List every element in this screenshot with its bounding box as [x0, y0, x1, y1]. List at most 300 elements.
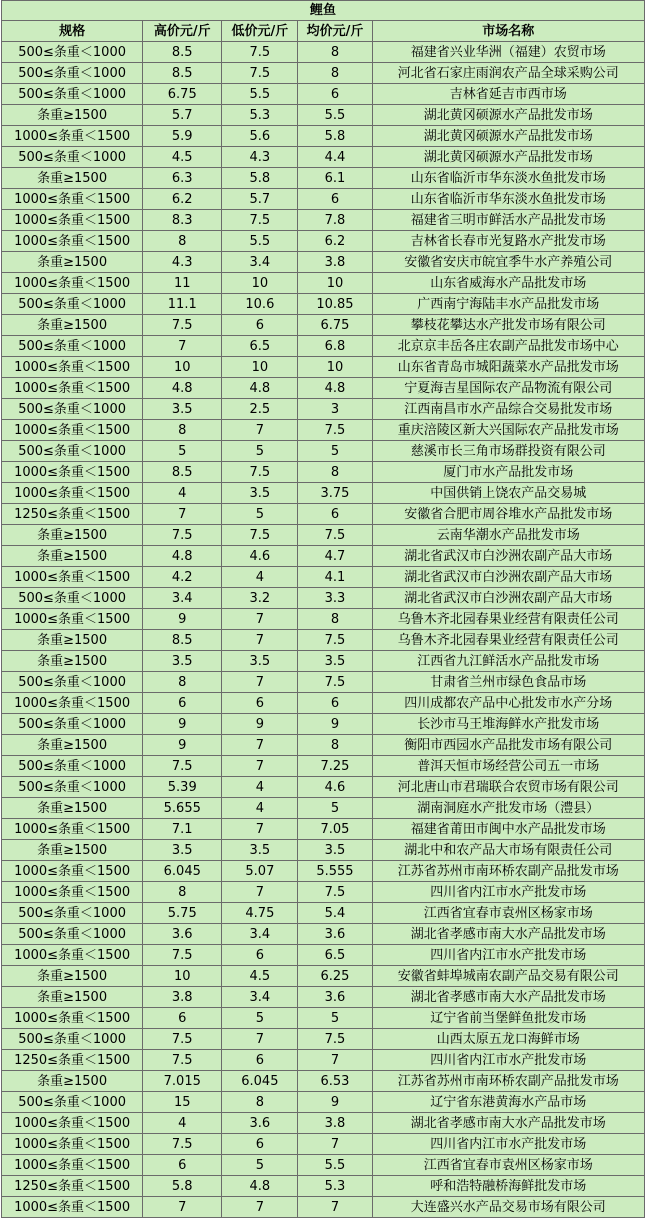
- high-price-cell: 7.5: [143, 1134, 222, 1155]
- table-row: [2, 546, 645, 567]
- spec-cell: 1000≤条重＜1500: [2, 462, 143, 483]
- low-price-cell: 3.5: [222, 840, 298, 861]
- spec-cell: 500≤条重＜1000: [2, 777, 143, 798]
- spec-cell: 1000≤条重＜1500: [2, 861, 143, 882]
- spec-cell: 条重≥1500: [2, 252, 143, 273]
- market-name-cell: 湖北黄冈硕源水产品批发市场: [372, 105, 644, 126]
- spec-cell: 500≤条重＜1000: [2, 924, 143, 945]
- avg-price-cell: 5.5: [298, 105, 372, 126]
- low-price-cell: 7: [222, 420, 298, 441]
- low-price-cell: 7: [222, 630, 298, 651]
- avg-price-cell: 5: [298, 798, 372, 819]
- low-price-cell: 7.5: [222, 63, 298, 84]
- market-name-cell: 河北省石家庄雨润农产品全球采购公司: [372, 63, 644, 84]
- spec-cell: 1000≤条重＜1500: [2, 882, 143, 903]
- market-name-cell: 湖北省孝感市南大水产品批发市场: [372, 1113, 644, 1134]
- avg-price-cell: 6: [298, 84, 372, 105]
- spec-cell: 1000≤条重＜1500: [2, 420, 143, 441]
- avg-price-cell: 5: [298, 441, 372, 462]
- header-market-name: 市场名称: [372, 21, 644, 42]
- low-price-cell: 7: [222, 735, 298, 756]
- table-row: [2, 504, 645, 525]
- spec-cell: 500≤条重＜1000: [2, 63, 143, 84]
- spec-cell: 条重≥1500: [2, 987, 143, 1008]
- table-row: [2, 441, 645, 462]
- spec-cell: 500≤条重＜1000: [2, 756, 143, 777]
- table-row: [2, 672, 645, 693]
- table-row: [2, 1050, 645, 1071]
- avg-price-cell: 6.1: [298, 168, 372, 189]
- spec-cell: 500≤条重＜1000: [2, 441, 143, 462]
- market-name-cell: 山西太原五龙口海鲜市场: [372, 1029, 644, 1050]
- spec-cell: 1000≤条重＜1500: [2, 693, 143, 714]
- spec-cell: 500≤条重＜1000: [2, 714, 143, 735]
- spec-cell: 条重≥1500: [2, 1071, 143, 1092]
- table-row: [2, 693, 645, 714]
- spec-cell: 条重≥1500: [2, 525, 143, 546]
- table-row: [2, 945, 645, 966]
- avg-price-cell: 6: [298, 693, 372, 714]
- avg-price-cell: 5.8: [298, 126, 372, 147]
- table-row: [2, 273, 645, 294]
- high-price-cell: 3.5: [143, 840, 222, 861]
- low-price-cell: 4: [222, 777, 298, 798]
- avg-price-cell: 3: [298, 399, 372, 420]
- table-row: [2, 567, 645, 588]
- high-price-cell: 9: [143, 609, 222, 630]
- spec-cell: 1000≤条重＜1500: [2, 609, 143, 630]
- high-price-cell: 8.5: [143, 42, 222, 63]
- avg-price-cell: 7.5: [298, 630, 372, 651]
- market-name-cell: 湖北中和农产品大市场有限责任公司: [372, 840, 644, 861]
- high-price-cell: 11: [143, 273, 222, 294]
- table-row: [2, 189, 645, 210]
- table-row: [2, 756, 645, 777]
- low-price-cell: 3.5: [222, 483, 298, 504]
- avg-price-cell: 7.5: [298, 420, 372, 441]
- high-price-cell: 9: [143, 714, 222, 735]
- market-name-cell: 安徽省蚌埠城南农副产品交易有限公司: [372, 966, 644, 987]
- low-price-cell: 4.5: [222, 966, 298, 987]
- table-row: [2, 819, 645, 840]
- spec-cell: 1000≤条重＜1500: [2, 1113, 143, 1134]
- market-name-cell: 河北唐山市君瑞联合农贸市场有限公司: [372, 777, 644, 798]
- low-price-cell: 7: [222, 882, 298, 903]
- low-price-cell: 7: [222, 756, 298, 777]
- avg-price-cell: 3.6: [298, 924, 372, 945]
- header-high-price: 高价元/斤: [143, 21, 222, 42]
- header-row: [2, 21, 645, 42]
- spec-cell: 1000≤条重＜1500: [2, 567, 143, 588]
- high-price-cell: 15: [143, 1092, 222, 1113]
- low-price-cell: 7.5: [222, 462, 298, 483]
- avg-price-cell: 3.5: [298, 840, 372, 861]
- market-name-cell: 厦门市水产品批发市场: [372, 462, 644, 483]
- table-row: [2, 126, 645, 147]
- market-name-cell: 四川省内江市水产批发市场: [372, 882, 644, 903]
- table-row: [2, 168, 645, 189]
- low-price-cell: 10: [222, 273, 298, 294]
- market-name-cell: 福建省莆田市闽中水产品批发市场: [372, 819, 644, 840]
- avg-price-cell: 7.8: [298, 210, 372, 231]
- spec-cell: 500≤条重＜1000: [2, 672, 143, 693]
- table-row: [2, 861, 645, 882]
- table-row: [2, 924, 645, 945]
- spec-cell: 条重≥1500: [2, 735, 143, 756]
- price-table: [1, 0, 645, 1218]
- table-row: [2, 588, 645, 609]
- avg-price-cell: 4.7: [298, 546, 372, 567]
- market-name-cell: 四川成都农产品中心批发市水产分场: [372, 693, 644, 714]
- spec-cell: 1000≤条重＜1500: [2, 483, 143, 504]
- spec-cell: 1000≤条重＜1500: [2, 1008, 143, 1029]
- spec-cell: 1000≤条重＜1500: [2, 210, 143, 231]
- high-price-cell: 6: [143, 693, 222, 714]
- market-name-cell: 江西南昌市水产品综合交易批发市场: [372, 399, 644, 420]
- spec-cell: 条重≥1500: [2, 168, 143, 189]
- table-row: [2, 63, 645, 84]
- high-price-cell: 5.75: [143, 903, 222, 924]
- market-name-cell: 四川省内江市水产批发市场: [372, 945, 644, 966]
- avg-price-cell: 8: [298, 462, 372, 483]
- high-price-cell: 6: [143, 1155, 222, 1176]
- low-price-cell: 4.6: [222, 546, 298, 567]
- market-name-cell: 福建省兴业华洲（福建）农贸市场: [372, 42, 644, 63]
- title-row: [2, 1, 645, 21]
- table-row: [2, 1134, 645, 1155]
- low-price-cell: 4.8: [222, 378, 298, 399]
- market-name-cell: 攀枝花攀达水产批发市场有限公司: [372, 315, 644, 336]
- avg-price-cell: 6.2: [298, 231, 372, 252]
- spec-cell: 500≤条重＜1000: [2, 399, 143, 420]
- spec-cell: 500≤条重＜1000: [2, 1092, 143, 1113]
- low-price-cell: 7: [222, 1197, 298, 1218]
- market-name-cell: 湖北黄冈硕源水产品批发市场: [372, 147, 644, 168]
- avg-price-cell: 6.5: [298, 945, 372, 966]
- high-price-cell: 3.5: [143, 651, 222, 672]
- avg-price-cell: 8: [298, 42, 372, 63]
- market-name-cell: 广西南宁海陆丰水产品批发市场: [372, 294, 644, 315]
- market-name-cell: 四川省内江市水产批发市场: [372, 1134, 644, 1155]
- high-price-cell: 7.015: [143, 1071, 222, 1092]
- high-price-cell: 8: [143, 672, 222, 693]
- spec-cell: 1000≤条重＜1500: [2, 819, 143, 840]
- low-price-cell: 4.75: [222, 903, 298, 924]
- high-price-cell: 7: [143, 1197, 222, 1218]
- market-name-cell: 安徽省安庆市皖宜季牛水产养殖公司: [372, 252, 644, 273]
- market-name-cell: 湖北省孝感市南大水产品批发市场: [372, 924, 644, 945]
- avg-price-cell: 10: [298, 273, 372, 294]
- low-price-cell: 6: [222, 315, 298, 336]
- high-price-cell: 8.5: [143, 462, 222, 483]
- spec-cell: 1000≤条重＜1500: [2, 189, 143, 210]
- avg-price-cell: 5.4: [298, 903, 372, 924]
- spec-cell: 500≤条重＜1000: [2, 1029, 143, 1050]
- low-price-cell: 7: [222, 819, 298, 840]
- market-name-cell: 中国供销上饶农产品交易城: [372, 483, 644, 504]
- table-row: [2, 777, 645, 798]
- market-name-cell: 江西省宜春市袁州区杨家市场: [372, 1155, 644, 1176]
- avg-price-cell: 5: [298, 1008, 372, 1029]
- table-row: [2, 903, 645, 924]
- avg-price-cell: 10.85: [298, 294, 372, 315]
- high-price-cell: 7.5: [143, 1029, 222, 1050]
- high-price-cell: 4.3: [143, 252, 222, 273]
- high-price-cell: 7: [143, 336, 222, 357]
- spec-cell: 条重≥1500: [2, 651, 143, 672]
- spec-cell: 1250≤条重＜1500: [2, 504, 143, 525]
- high-price-cell: 10: [143, 357, 222, 378]
- market-name-cell: 江西省宜春市袁州区杨家市场: [372, 903, 644, 924]
- high-price-cell: 6.2: [143, 189, 222, 210]
- market-name-cell: 山东省临沂市华东淡水鱼批发市场: [372, 168, 644, 189]
- table-row: [2, 378, 645, 399]
- table-row: [2, 1155, 645, 1176]
- low-price-cell: 5.5: [222, 84, 298, 105]
- table-row: [2, 1008, 645, 1029]
- low-price-cell: 6.5: [222, 336, 298, 357]
- market-name-cell: 甘肃省兰州市绿色食品市场: [372, 672, 644, 693]
- high-price-cell: 4.2: [143, 567, 222, 588]
- avg-price-cell: 5.555: [298, 861, 372, 882]
- market-name-cell: 辽宁省前当堡鲜鱼批发市场: [372, 1008, 644, 1029]
- spec-cell: 500≤条重＜1000: [2, 42, 143, 63]
- table-row: [2, 609, 645, 630]
- table-body: [2, 42, 645, 1218]
- market-name-cell: 吉林省长春市光复路水产批发市场: [372, 231, 644, 252]
- avg-price-cell: 8: [298, 63, 372, 84]
- low-price-cell: 10: [222, 357, 298, 378]
- high-price-cell: 4: [143, 1113, 222, 1134]
- table-row: [2, 1113, 645, 1134]
- low-price-cell: 7: [222, 609, 298, 630]
- market-name-cell: 山东省威海水产品批发市场: [372, 273, 644, 294]
- avg-price-cell: 3.6: [298, 987, 372, 1008]
- low-price-cell: 10.6: [222, 294, 298, 315]
- table-row: [2, 420, 645, 441]
- spec-cell: 500≤条重＜1000: [2, 588, 143, 609]
- table-row: [2, 84, 645, 105]
- high-price-cell: 8.5: [143, 63, 222, 84]
- low-price-cell: 5.6: [222, 126, 298, 147]
- high-price-cell: 5.9: [143, 126, 222, 147]
- avg-price-cell: 7.5: [298, 1029, 372, 1050]
- spec-cell: 500≤条重＜1000: [2, 294, 143, 315]
- high-price-cell: 5.39: [143, 777, 222, 798]
- market-name-cell: 湖南洞庭水产批发市场（澧县）: [372, 798, 644, 819]
- table-row: [2, 147, 645, 168]
- high-price-cell: 7: [143, 504, 222, 525]
- spec-cell: 1000≤条重＜1500: [2, 378, 143, 399]
- avg-price-cell: 6: [298, 504, 372, 525]
- spec-cell: 1000≤条重＜1500: [2, 231, 143, 252]
- high-price-cell: 7.5: [143, 315, 222, 336]
- spec-cell: 1000≤条重＜1500: [2, 126, 143, 147]
- table-row: [2, 294, 645, 315]
- high-price-cell: 4.8: [143, 378, 222, 399]
- low-price-cell: 5.8: [222, 168, 298, 189]
- high-price-cell: 7.5: [143, 945, 222, 966]
- market-name-cell: 云南华潮水产品批发市场: [372, 525, 644, 546]
- spec-cell: 条重≥1500: [2, 966, 143, 987]
- header-avg-price: 均价元/斤: [298, 21, 372, 42]
- avg-price-cell: 3.5: [298, 651, 372, 672]
- low-price-cell: 6: [222, 1134, 298, 1155]
- avg-price-cell: 4.6: [298, 777, 372, 798]
- market-name-cell: 大连盛兴水产品交易市场有限公司: [372, 1197, 644, 1218]
- avg-price-cell: 7: [298, 1134, 372, 1155]
- avg-price-cell: 7: [298, 1197, 372, 1218]
- market-name-cell: 北京京丰岳各庄农副产品批发市场中心: [372, 336, 644, 357]
- avg-price-cell: 7.05: [298, 819, 372, 840]
- avg-price-cell: 10: [298, 357, 372, 378]
- low-price-cell: 4.8: [222, 1176, 298, 1197]
- table-row: [2, 840, 645, 861]
- market-name-cell: 辽宁省东港黄海水产品市场: [372, 1092, 644, 1113]
- table-row: [2, 315, 645, 336]
- spec-cell: 1000≤条重＜1500: [2, 945, 143, 966]
- low-price-cell: 5.07: [222, 861, 298, 882]
- high-price-cell: 8: [143, 231, 222, 252]
- avg-price-cell: 6.8: [298, 336, 372, 357]
- high-price-cell: 4: [143, 483, 222, 504]
- spec-cell: 条重≥1500: [2, 840, 143, 861]
- table-row: [2, 1092, 645, 1113]
- table-row: [2, 798, 645, 819]
- low-price-cell: 9: [222, 714, 298, 735]
- low-price-cell: 6: [222, 1050, 298, 1071]
- avg-price-cell: 4.4: [298, 147, 372, 168]
- low-price-cell: 3.4: [222, 924, 298, 945]
- avg-price-cell: 7.5: [298, 672, 372, 693]
- low-price-cell: 5: [222, 1008, 298, 1029]
- high-price-cell: 8: [143, 882, 222, 903]
- high-price-cell: 4.5: [143, 147, 222, 168]
- high-price-cell: 11.1: [143, 294, 222, 315]
- spec-cell: 条重≥1500: [2, 105, 143, 126]
- spec-cell: 1000≤条重＜1500: [2, 1134, 143, 1155]
- market-name-cell: 山东省临沂市华东淡水鱼批发市场: [372, 189, 644, 210]
- low-price-cell: 5: [222, 1155, 298, 1176]
- table-row: [2, 714, 645, 735]
- low-price-cell: 4: [222, 798, 298, 819]
- high-price-cell: 6.75: [143, 84, 222, 105]
- table-row: [2, 1071, 645, 1092]
- avg-price-cell: 7: [298, 1050, 372, 1071]
- header-low-price: 低价元/斤: [222, 21, 298, 42]
- low-price-cell: 7.5: [222, 210, 298, 231]
- market-name-cell: 呼和浩特融桥海鲜批发市场: [372, 1176, 644, 1197]
- table-row: [2, 399, 645, 420]
- high-price-cell: 6.3: [143, 168, 222, 189]
- table-row: [2, 735, 645, 756]
- low-price-cell: 3.4: [222, 252, 298, 273]
- high-price-cell: 3.4: [143, 588, 222, 609]
- table-row: [2, 210, 645, 231]
- table-title: 鲤鱼: [2, 1, 645, 21]
- market-name-cell: 湖北省武汉市白沙洲农副产品大市场: [372, 546, 644, 567]
- market-name-cell: 江西省九江鲜活水产品批发市场: [372, 651, 644, 672]
- spec-cell: 500≤条重＜1000: [2, 336, 143, 357]
- high-price-cell: 8: [143, 420, 222, 441]
- high-price-cell: 4.8: [143, 546, 222, 567]
- high-price-cell: 5.7: [143, 105, 222, 126]
- market-name-cell: 乌鲁木齐北园春果业经营有限责任公司: [372, 609, 644, 630]
- market-name-cell: 湖北省武汉市白沙洲农副产品大市场: [372, 567, 644, 588]
- low-price-cell: 7.5: [222, 42, 298, 63]
- avg-price-cell: 7.25: [298, 756, 372, 777]
- high-price-cell: 7.5: [143, 756, 222, 777]
- table-row: [2, 252, 645, 273]
- low-price-cell: 7: [222, 672, 298, 693]
- market-name-cell: 福建省三明市鲜活水产品批发市场: [372, 210, 644, 231]
- high-price-cell: 3.6: [143, 924, 222, 945]
- low-price-cell: 7: [222, 1029, 298, 1050]
- table-row: [2, 630, 645, 651]
- market-name-cell: 四川省内江市水产批发市场: [372, 1050, 644, 1071]
- low-price-cell: 6.045: [222, 1071, 298, 1092]
- avg-price-cell: 6.75: [298, 315, 372, 336]
- avg-price-cell: 3.8: [298, 1113, 372, 1134]
- market-name-cell: 慈溪市长三角市场群投资有限公司: [372, 441, 644, 462]
- avg-price-cell: 6.25: [298, 966, 372, 987]
- spec-cell: 1000≤条重＜1500: [2, 1155, 143, 1176]
- low-price-cell: 6: [222, 945, 298, 966]
- low-price-cell: 5: [222, 441, 298, 462]
- low-price-cell: 3.2: [222, 588, 298, 609]
- low-price-cell: 3.4: [222, 987, 298, 1008]
- market-name-cell: 乌鲁木齐北园春果业经营有限责任公司: [372, 630, 644, 651]
- avg-price-cell: 9: [298, 714, 372, 735]
- avg-price-cell: 4.1: [298, 567, 372, 588]
- low-price-cell: 5.3: [222, 105, 298, 126]
- spec-cell: 1000≤条重＜1500: [2, 357, 143, 378]
- spec-cell: 1250≤条重＜1500: [2, 1050, 143, 1071]
- market-name-cell: 长沙市马王堆海鲜水产批发市场: [372, 714, 644, 735]
- low-price-cell: 4.3: [222, 147, 298, 168]
- avg-price-cell: 7.5: [298, 882, 372, 903]
- low-price-cell: 8: [222, 1092, 298, 1113]
- spec-cell: 条重≥1500: [2, 798, 143, 819]
- spec-cell: 500≤条重＜1000: [2, 147, 143, 168]
- low-price-cell: 4: [222, 567, 298, 588]
- table-row: [2, 231, 645, 252]
- avg-price-cell: 6: [298, 189, 372, 210]
- spec-cell: 条重≥1500: [2, 630, 143, 651]
- market-name-cell: 湖北省武汉市白沙洲农副产品大市场: [372, 588, 644, 609]
- market-name-cell: 江苏省苏州市南环桥农副产品批发市场: [372, 861, 644, 882]
- high-price-cell: 6: [143, 1008, 222, 1029]
- table-row: [2, 966, 645, 987]
- high-price-cell: 7.5: [143, 525, 222, 546]
- spec-cell: 条重≥1500: [2, 315, 143, 336]
- low-price-cell: 2.5: [222, 399, 298, 420]
- high-price-cell: 6.045: [143, 861, 222, 882]
- avg-price-cell: 3.75: [298, 483, 372, 504]
- low-price-cell: 6: [222, 693, 298, 714]
- market-name-cell: 湖北省孝感市南大水产品批发市场: [372, 987, 644, 1008]
- spec-cell: 条重≥1500: [2, 546, 143, 567]
- low-price-cell: 3.5: [222, 651, 298, 672]
- spec-cell: 500≤条重＜1000: [2, 84, 143, 105]
- high-price-cell: 10: [143, 966, 222, 987]
- market-name-cell: 安徽省合肥市周谷堆水产品批发市场: [372, 504, 644, 525]
- low-price-cell: 5.5: [222, 231, 298, 252]
- high-price-cell: 7.5: [143, 1050, 222, 1071]
- high-price-cell: 8.5: [143, 630, 222, 651]
- avg-price-cell: 3.8: [298, 252, 372, 273]
- table-row: [2, 462, 645, 483]
